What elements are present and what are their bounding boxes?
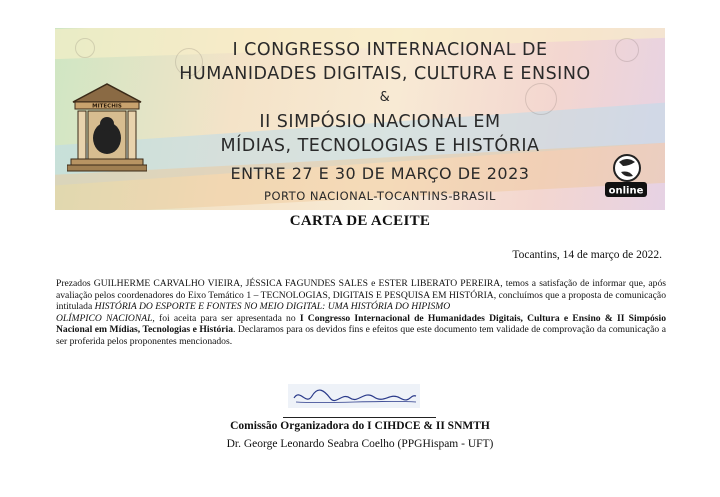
body-text-2: , foi aceita para ser apresentada no — [152, 312, 300, 324]
banner-line-1: I CONGRESSO INTERNACIONAL DE — [232, 40, 548, 60]
banner-line-4: II SIMPÓSIO NACIONAL EM — [259, 112, 501, 132]
banner-line-6: ENTRE 27 E 30 DE MARÇO DE 2023 — [230, 164, 530, 183]
signature-line — [283, 417, 436, 418]
body-text-1: Prezados GUILHERME CARVALHO VIEIRA, JÉSSICA FAGUNDES SALES e ESTER LIBERATO PEREIRA, temos a satisfação de informar que, após avaliação pelos coordenadores do Eixo Temático 1 – TECNOLOGIAS, DIGITAIS E PESQUISA EM HISTÓRIA, concluímos que a proposta de comunicação intitulada — [56, 278, 666, 313]
online-label: online — [608, 185, 644, 197]
banner-line-2: HUMANIDADES DIGITAIS, CULTURA E ENSINO — [179, 64, 591, 84]
organizing-committee: Comissão Organizadora do I CIHDCE & II SNMTH — [230, 420, 490, 432]
letter-body — [56, 278, 666, 348]
document-date: Tocantins, 14 de março de 2022. — [512, 249, 662, 261]
logo-label: MITECHIS — [92, 103, 122, 110]
work-title-2: OLÍMPICO NACIONAL — [56, 312, 153, 324]
body-text-3: . Declaramos para os devidos fins e efeitos que este documento tem validade de comprovação da comunicação a ser proferida pelos proponentes mencionados. — [56, 324, 666, 347]
signatory-name: Dr. George Leonardo Seabra Coelho (PPGHispam - UFT) — [226, 438, 494, 450]
event-banner — [55, 28, 665, 210]
banner-line-3: & — [379, 90, 391, 105]
online-badge-icon — [599, 152, 651, 200]
event-name: I Congresso Internacional de Humanidades Digitais, Cultura e Ensino & II Simpósio Nacional em Mídias, Tecnologias e História — [56, 312, 666, 336]
banner-line-7: PORTO NACIONAL-TOCANTINS-BRASIL — [264, 189, 496, 203]
letter-paragraph — [56, 278, 666, 348]
banner-line-5: MÍDIAS, TECNOLOGIAS E HISTÓRIA — [220, 136, 540, 156]
work-title-1: HISTÓRIA DO ESPORTE E FONTES NO MEIO DIGITAL: UMA HISTÓRIA DO HIPISMO — [94, 301, 451, 313]
document-title: CARTA DE ACEITE — [289, 213, 431, 229]
handwritten-signature — [270, 378, 440, 414]
